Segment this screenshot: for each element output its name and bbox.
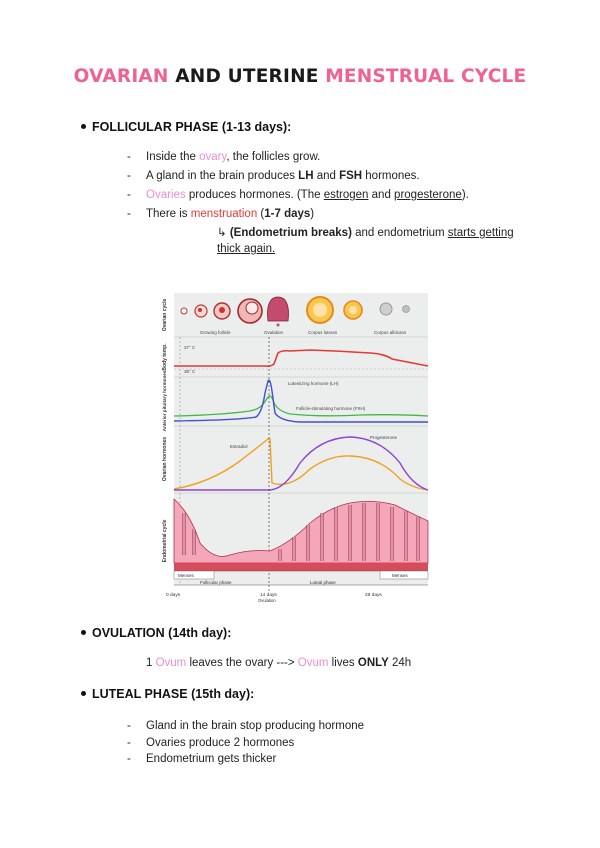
bullet-dot: [81, 691, 86, 696]
ovulation-heading-text: OVULATION (14th day):: [92, 626, 232, 640]
row-label-ovarian: Ovarian cycle: [162, 298, 168, 332]
title-part-cycle: MENSTRUAL CYCLE: [325, 66, 527, 87]
text: hormones.: [362, 170, 420, 182]
progesterone-word: progesterone: [394, 189, 462, 201]
luteal-heading: [92, 687, 254, 701]
text: lives: [328, 657, 358, 669]
text: and: [368, 189, 395, 201]
bullet-dot: [81, 124, 86, 129]
text: 24h: [388, 657, 412, 669]
lh-word: LH: [298, 170, 314, 182]
luteal-text: Gland in the brain stop producing hormone: [146, 720, 365, 732]
label-day-0: 0 days: [166, 593, 181, 598]
page-title: [0, 66, 600, 87]
row-label-endometrial: Endometrial cycle: [162, 519, 168, 563]
row-label-body: Body temp.: [162, 343, 168, 371]
follicular-item-4: [127, 208, 315, 220]
temp-37: 37° C: [184, 345, 196, 350]
only-word: ONLY: [357, 657, 389, 669]
row-label-ovarian-hormones: Ovarian hormones: [162, 436, 168, 482]
label-corpus-albicans: Corpus albicans: [374, 330, 407, 335]
luteal-item-3: [127, 753, 277, 765]
label-lh: Luteinizing hormone (LH): [288, 381, 339, 386]
follicular-item-1: [127, 151, 321, 163]
text: ).: [461, 189, 469, 201]
follicular-heading-text: FOLLICULAR PHASE (1-13 days):: [92, 120, 292, 134]
label-growing-follicle: Growing follicle: [200, 330, 231, 335]
dash: -: [127, 753, 131, 765]
label-corpus-luteum: Corpus luteum: [308, 330, 338, 335]
ovary-word: ovary: [199, 151, 227, 163]
dash: -: [127, 208, 131, 220]
text: , the follicles grow.: [226, 151, 321, 163]
label-follicular-phase: Follicular phase: [200, 580, 232, 585]
follicular-item-3: [127, 189, 469, 201]
temp-36: 36° C: [184, 369, 196, 374]
text: and: [313, 170, 340, 182]
dash: -: [127, 170, 131, 182]
label-menses-1: Menses: [178, 573, 194, 578]
label-ovulation-day: Ovulation: [258, 598, 276, 603]
dash: -: [127, 737, 131, 749]
starts-getting-thick: starts getting thick again.: [217, 227, 514, 255]
luteal-text: Endometrium gets thicker: [146, 753, 277, 765]
text: (: [257, 208, 265, 220]
ovaries-word: Ovaries: [146, 189, 186, 201]
menstruation-word: menstruation: [190, 208, 258, 220]
label-day-28: 28 days: [365, 593, 382, 598]
estrogen-word: estrogen: [323, 189, 369, 201]
label-fsh: Follicle-stimulating hormone (FSH): [296, 406, 366, 411]
follicular-heading: [92, 120, 291, 134]
label-ovulation-stage: Ovulation: [264, 330, 284, 335]
text: leaves the ovary --->: [186, 657, 298, 669]
label-menses-2: Menses: [392, 573, 408, 578]
ovulation-heading: [92, 626, 231, 640]
endometrium-breaks: (Endometrium breaks): [229, 227, 352, 239]
label-day-14: 14 days: [260, 593, 277, 598]
luteal-item-1: [127, 720, 365, 732]
label-luteal-phase: Luteal phase: [310, 580, 336, 585]
luteal-item-2: [127, 737, 295, 749]
follicular-subline: [217, 225, 537, 257]
luteal-text: Ovaries produce 2 hormones: [146, 737, 295, 749]
ovum-word-2: Ovum: [297, 657, 329, 669]
text: and endometrium: [351, 227, 448, 239]
dash: -: [127, 189, 131, 201]
fsh-word: FSH: [339, 170, 363, 182]
luteal-heading-text: LUTEAL PHASE (15th day):: [92, 687, 255, 701]
return-arrow-icon: ↳: [217, 227, 227, 239]
dash: -: [127, 151, 131, 163]
text: There is: [146, 208, 191, 220]
title-part-uterine: AND UTERINE: [175, 66, 319, 87]
days-word: 1-7 days: [264, 208, 311, 220]
text: ): [310, 208, 315, 220]
ovum-word: Ovum: [155, 657, 187, 669]
ovulation-line: [146, 657, 411, 669]
text: produces hormones. (The: [185, 189, 324, 201]
dash: -: [127, 720, 131, 732]
bullet-dot: [81, 630, 86, 635]
text: 1: [146, 657, 156, 669]
follicular-item-2: [127, 170, 420, 182]
title-part-ovarian: OVARIAN: [73, 66, 169, 87]
cycle-diagram: [160, 293, 430, 606]
label-estradiol: Estradiol: [230, 444, 248, 449]
label-progesterone: Progesterone: [370, 435, 398, 440]
text: A gland in the brain produces: [146, 170, 299, 182]
text: Inside the: [146, 151, 200, 163]
row-label-pituitary: Anterior pituitary hormones: [162, 370, 167, 432]
